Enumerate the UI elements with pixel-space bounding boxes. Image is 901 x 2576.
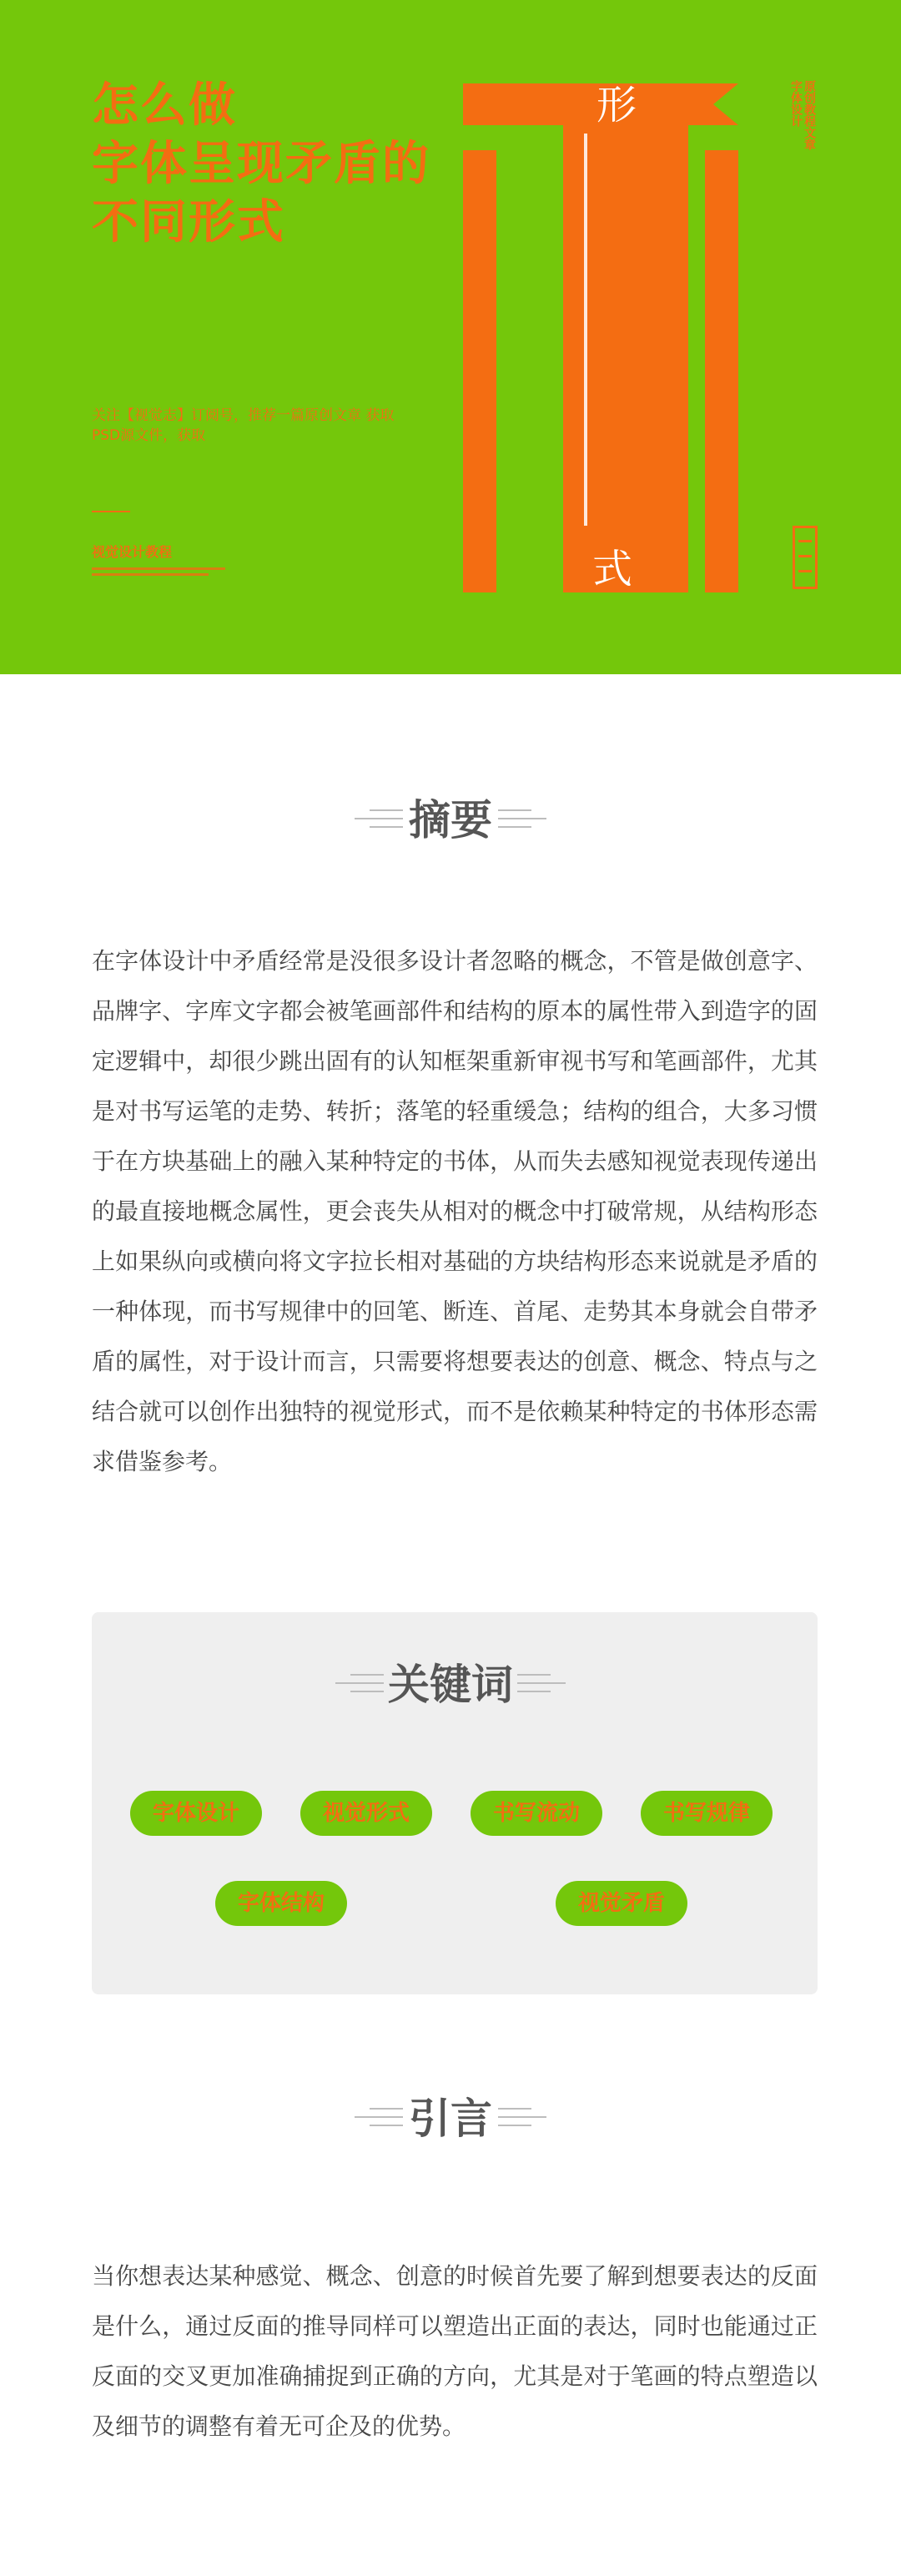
- cover-banner: [0, 0, 901, 674]
- abstract-heading-text: 摘要: [409, 796, 492, 844]
- graphic-left-column: [463, 150, 496, 592]
- graphic-center-column: [563, 83, 688, 592]
- cover-divider: [92, 511, 130, 512]
- keywords-heading-text: 关键词: [388, 1661, 513, 1709]
- cover-brand: 视觉设计教程: [92, 544, 173, 560]
- cover-corner-mark: [793, 526, 818, 589]
- abstract-paragraph: 在字体设计中矛盾经常是没很多设计者忽略的概念，不管是做创意字、品牌字、字库文字都会被笔画部件和结构的原本的属性带入到造字的固定逻辑中，却很少跳出固有的认知框架重新审视书写和笔画部件，尤其是对书写运笔的走势、转折；落笔的轻重缓急；结构的组合，大多习惯于在方块基础上的融入某种特定的书体，从而失去感知视觉表现传递出的最直接地概念属性，更会丧失从相对的概念中打破常规，从结构形态上如果纵向或横向将文字拉长相对基础的方块结构形态来说就是矛盾的一种体现，而书写规律中的回笔、断连、首尾、走势其本身就会自带矛盾的属性，对于设计而言，只需要将想要表达的创意、概念、特点与之结合就可以创作出独特的视觉形式，而不是依赖某种特定的书体形态需求借鉴参考。: [92, 947, 818, 1475]
- cover-title: [92, 77, 430, 252]
- heading-deco-right: [498, 2105, 546, 2130]
- keyword-tag-4: 书写规律: [641, 1791, 773, 1836]
- keyword-tag-2: 视觉形式: [300, 1791, 432, 1836]
- cover-note: 关注【视觉志】订阅号，推荐一篇原创文章 获取PSD源文件，获取: [92, 407, 395, 444]
- keyword-tag-1: 字体设计: [130, 1791, 262, 1836]
- keywords-heading: [0, 1647, 901, 1722]
- heading-deco-right: [498, 806, 546, 831]
- keyword-tag-6: 视觉矛盾: [556, 1881, 687, 1926]
- graphic-char-top: 形: [596, 83, 637, 129]
- cover-title-line-1: 怎么做: [92, 78, 237, 133]
- intro-paragraph: 当你想表达某种感觉、概念、创意的时候首先要了解到想要表达的反面是什么，通过反面的推导同样可以塑造出正面的表达，同时也能通过正反面的交叉更加准确捕捉到正确的方向，尤其是对于笔画的特点塑造以及细节的调整有着无可企及的优势。: [92, 2262, 818, 2440]
- keywords-panel: [92, 1612, 818, 1994]
- graphic-thin-line: [584, 134, 587, 526]
- keyword-tag-5: 字体结构: [215, 1881, 347, 1926]
- cover-side-tag-2: 原创教程文章: [803, 80, 816, 150]
- intro-heading: [0, 2081, 901, 2156]
- cover-side-tag-1: 字体设计: [789, 80, 803, 127]
- heading-deco-right: [517, 1671, 566, 1696]
- cover-title-line-3: 不同形式: [92, 195, 285, 250]
- keyword-tag-3: 书写流动: [471, 1791, 602, 1836]
- graphic-char-bottom: 式: [592, 546, 633, 592]
- intro-heading-text: 引言: [409, 2095, 492, 2143]
- abstract-heading: [0, 783, 901, 858]
- cover-title-line-2: 字体呈现矛盾的: [92, 137, 430, 191]
- cover-brand-subline: [92, 567, 225, 579]
- typography-graphic: [463, 83, 738, 592]
- graphic-right-column: [705, 150, 738, 592]
